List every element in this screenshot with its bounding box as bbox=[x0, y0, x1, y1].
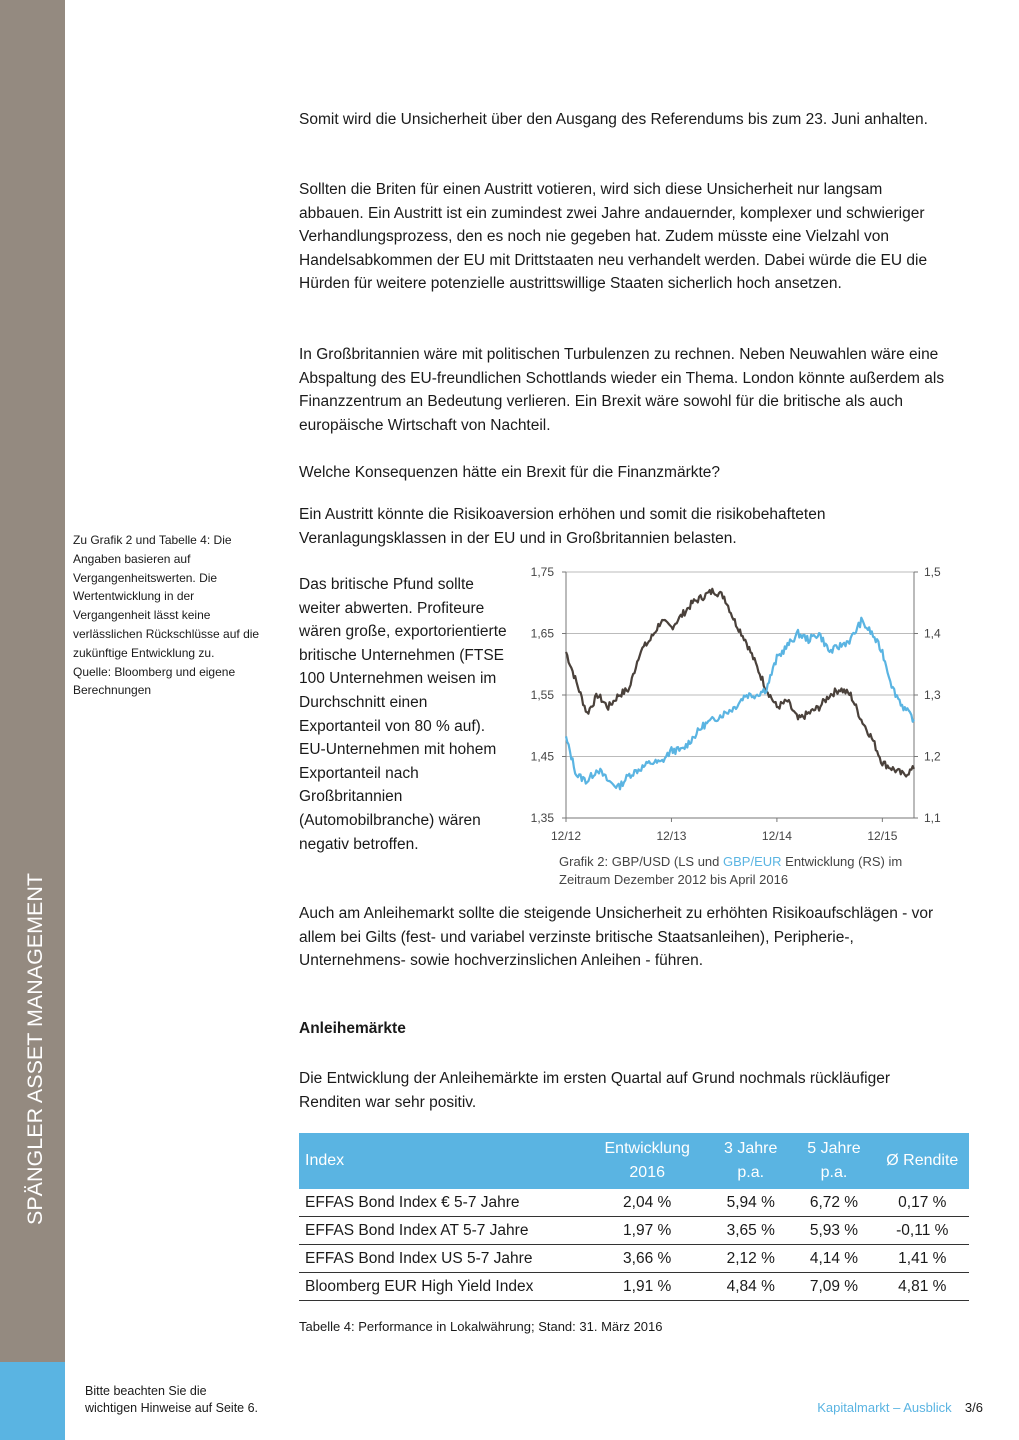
table-row bbox=[299, 1245, 969, 1273]
table-cell: EFFAS Bond Index AT 5-7 Jahre bbox=[299, 1217, 585, 1245]
x-tick-label: 12/14 bbox=[761, 829, 792, 843]
table-cell: 1,97 % bbox=[585, 1217, 709, 1245]
sidebar-accent-block bbox=[0, 1362, 65, 1440]
footer-note-line1: Bitte beachten Sie die bbox=[85, 1384, 207, 1398]
table-cell: 6,72 % bbox=[792, 1189, 875, 1217]
table-cell: 3,65 % bbox=[709, 1217, 792, 1245]
table-cell: 0,17 % bbox=[876, 1189, 969, 1217]
gbp-chart bbox=[520, 560, 950, 850]
paragraph-2: Sollten die Briten für einen Austritt votieren, wird sich diese Unsicherheit nur langsam abbauen. Ein Austritt ist ein zumindest zwei Jahre andauernder, komplexer und schwieriger Verhandlungsprozess, den es noch nie gegeben hat. Zudem müsste eine Vielzahl von Handelsabkommen der EU mit Drittstaaten neu verhandelt werden. Dabei würde die EU die Hürden für weitere potenzielle austrittswillige Staaten sicherlich hoch ansetzen. bbox=[299, 181, 928, 293]
table-cell: 1,91 % bbox=[585, 1273, 709, 1301]
table-cell: EFFAS Bond Index US 5-7 Jahre bbox=[299, 1245, 585, 1273]
y-left-tick-label: 1,55 bbox=[530, 688, 554, 702]
paragraph-6: Das britische Pfund sollte weiter abwerten. Profiteure wären große, exportorientierte britische Unternehmen (FTSE 100 Unternehmen weisen im Durchschnitt einen Exportanteil von 80 % auf). EU-Unternehmen mit hohem Exportanteil nach Großbritannien (Automobilbranche) wären negativ betroffen. bbox=[299, 576, 507, 853]
y-right-tick-label: 1,1 bbox=[924, 811, 941, 825]
table-row bbox=[299, 1217, 969, 1245]
x-tick-label: 12/12 bbox=[550, 829, 582, 843]
side-note-source: Quelle: Bloomberg und eigene Berechnungen bbox=[73, 664, 236, 698]
chart-caption bbox=[559, 853, 939, 888]
table-cell: -0,11 % bbox=[876, 1217, 969, 1245]
chart-caption-suffix: Entwicklung (RS) im Zeitraum Dezember 2012 bis April 2016 bbox=[559, 854, 903, 887]
footer-right bbox=[817, 1400, 983, 1415]
page-number: 3/6 bbox=[964, 1400, 983, 1415]
footer-note-line2: wichtigen Hinweise auf Seite 6. bbox=[85, 1400, 259, 1415]
table-row bbox=[299, 1273, 969, 1301]
side-note-text: Zu Grafik 2 und Tabelle 4: Die Angaben basieren auf Vergangenheitswerten. Die Wertentwicklung in der Vergangenheit lässt keine verlässlichen Rückschlüsse auf die zukünftige Entwicklung zu. bbox=[73, 533, 260, 660]
table-header-row bbox=[299, 1133, 969, 1189]
table-cell: 4,81 % bbox=[876, 1273, 969, 1301]
section-heading: Anleihemärkte bbox=[299, 1020, 406, 1037]
table-header: Index bbox=[299, 1133, 585, 1189]
y-left-tick-label: 1,35 bbox=[530, 811, 554, 825]
footer-note bbox=[85, 1383, 258, 1416]
side-note bbox=[73, 531, 273, 700]
table-cell: 3,66 % bbox=[585, 1245, 709, 1273]
table-cell: 7,09 % bbox=[792, 1273, 875, 1301]
y-left-tick-label: 1,45 bbox=[530, 749, 554, 764]
y-right-tick-label: 1,2 bbox=[924, 749, 941, 764]
y-left-tick-label: 1,65 bbox=[530, 626, 554, 641]
footer-section: Kapitalmarkt – Ausblick bbox=[817, 1400, 952, 1415]
table-cell: 5,93 % bbox=[792, 1217, 875, 1245]
chart-caption-highlight: GBP/EUR bbox=[723, 854, 782, 869]
paragraph-8: Die Entwicklung der Anleihemärkte im ersten Quartal auf Grund nochmals rückläufiger Renditen war sehr positiv. bbox=[299, 1070, 890, 1111]
performance-table bbox=[299, 1133, 969, 1301]
table-header: Entwicklung 2016 bbox=[585, 1133, 709, 1189]
x-tick-label: 12/15 bbox=[867, 829, 898, 843]
series-line-gbp-eur bbox=[566, 618, 914, 790]
table-cell: 5,94 % bbox=[709, 1189, 792, 1217]
table-cell: Bloomberg EUR High Yield Index bbox=[299, 1273, 585, 1301]
table-cell: EFFAS Bond Index € 5-7 Jahre bbox=[299, 1189, 585, 1217]
paragraph-1: Somit wird die Unsicherheit über den Ausgang des Referendums bis zum 23. Juni anhalten. bbox=[299, 111, 928, 128]
paragraph-7: Auch am Anleihemarkt sollte die steigende Unsicherheit zu erhöhten Risikoaufschlägen - vor allem bei Gilts (fest- und variabel verzinste britische Staatsanleihen), Peripherie-, Unternehmens- sowie hochverzinslichen Anleihen - führen. bbox=[299, 905, 934, 970]
table-header: 3 Jahre p.a. bbox=[709, 1133, 792, 1189]
table-cell: 2,04 % bbox=[585, 1189, 709, 1217]
table-cell: 4,14 % bbox=[792, 1245, 875, 1273]
y-right-tick-label: 1,3 bbox=[924, 688, 941, 702]
chart-caption-prefix: Grafik 2: GBP/USD (LS und bbox=[559, 854, 724, 869]
x-tick-label: 12/13 bbox=[656, 829, 687, 843]
table-header: Ø Rendite bbox=[876, 1133, 969, 1189]
brand-vertical bbox=[0, 840, 65, 1280]
paragraph-5: Ein Austritt könnte die Risikoaversion erhöhen und somit die risikobehafteten Veranlagungsklassen in der EU und in Großbritannien belasten. bbox=[299, 506, 826, 547]
table-cell: 4,84 % bbox=[709, 1273, 792, 1301]
y-right-tick-label: 1,4 bbox=[924, 626, 941, 641]
table-cell: 2,12 % bbox=[709, 1245, 792, 1273]
y-left-tick-label: 1,75 bbox=[530, 565, 554, 579]
y-right-tick-label: 1,5 bbox=[924, 565, 941, 579]
table-header: 5 Jahre p.a. bbox=[792, 1133, 875, 1189]
paragraph-4: Welche Konsequenzen hätte ein Brexit für die Finanzmärkte? bbox=[299, 464, 721, 481]
paragraph-3: In Großbritannien wäre mit politischen Turbulenzen zu rechnen. Neben Neuwahlen wäre eine Abspaltung des EU-freundlichen Schottlands wieder ein Thema. London könnte außerdem als Finanzzentrum an Bedeutung verlieren. Ein Brexit wäre sowohl für die britische als auch europäische Wirtschaft von Nachteil. bbox=[299, 346, 945, 434]
table-caption: Tabelle 4: Performance in Lokalwährung; Stand: 31. März 2016 bbox=[299, 1319, 663, 1334]
table-cell: 1,41 % bbox=[876, 1245, 969, 1273]
brand-text: SPÄNGLER ASSET MANAGEMENT bbox=[23, 872, 47, 1225]
table-row bbox=[299, 1189, 969, 1217]
